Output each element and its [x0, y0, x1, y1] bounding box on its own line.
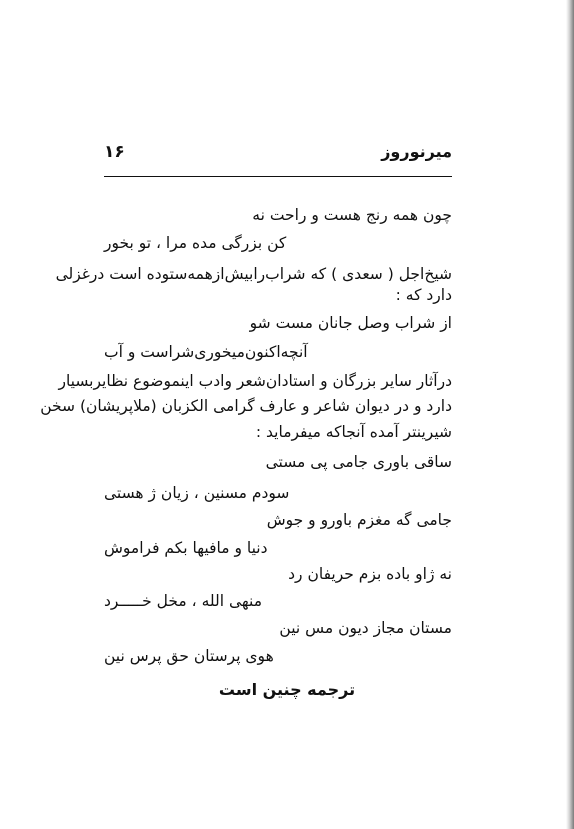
verse-line: کن بزرگی مده مرا ، تو بخور: [104, 234, 287, 252]
page-edge-shadow: [566, 0, 574, 829]
prose-line: درآثار سایر بزرگان و استادان‌شعر وادب اینموضوع نظایربسیار: [58, 372, 452, 390]
verse-line: از شراب وصل جانان مست شو: [249, 314, 452, 332]
prose-line: دارد که :: [395, 286, 452, 304]
verse-line: منهی الله ، مخل خـــــرد: [104, 592, 263, 610]
prose-line: شیخ‌اجل ( سعدی ) که شراب‌رابیش‌ازهمه‌ستوده است درغزلی: [55, 265, 452, 283]
page-number: ۱۶: [104, 142, 125, 162]
verse-line: چون همه رنج هست و راحت نه: [252, 206, 452, 224]
verse-line: مستان مجاز دیون مس نین: [279, 619, 452, 637]
verse-line: سودم مسنین ، زیان ژ هستی: [104, 484, 290, 502]
verse-line: ساقی باوری جامی پی مستی: [265, 453, 452, 471]
prose-line: دارد و در دیوان شاعر و عارف گرامی الکزبان (ملاپریشان) سخن: [40, 397, 452, 415]
running-header: [104, 140, 452, 177]
verse-line: دنیا و مافیها بکم فراموش: [104, 539, 268, 557]
running-title: میرنوروز: [381, 142, 452, 161]
verse-line: آنچه‌اکنون‌میخوری‌شراست و آب: [104, 343, 308, 361]
section-heading: ترجمه چنین است: [218, 680, 356, 699]
verse-line: نه ژاو باده بزم حریفان رد: [288, 565, 452, 583]
prose-line: شیرینتر آمده آنجاکه میفرماید :: [255, 423, 452, 441]
verse-line: هوی پرستان حق پرس نین: [104, 647, 274, 665]
verse-line: جامی گه مغزم باورو و جوش: [266, 511, 452, 529]
